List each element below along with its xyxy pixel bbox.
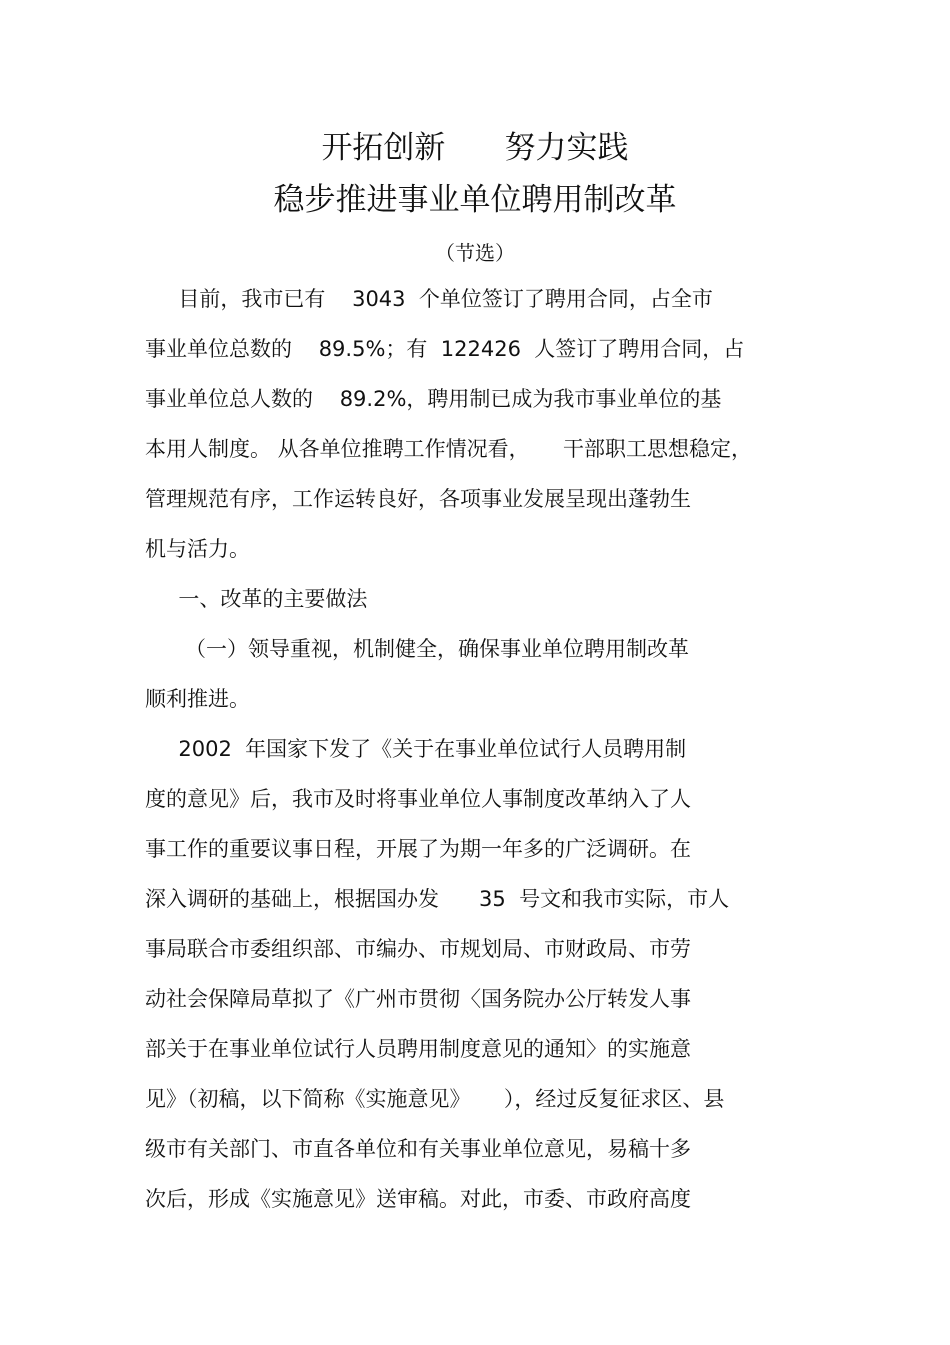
- body-line: 见》（初稿，以下简称《实施意见》 ），经过反复征求区、县: [145, 1087, 725, 1111]
- body-line: 顺利推进。: [145, 687, 250, 711]
- section-heading: 一、改革的主要做法: [145, 587, 368, 611]
- body-line: 机与活力。: [145, 537, 250, 561]
- title-line-2: 稳步推进事业单位聘用制改革: [273, 182, 677, 218]
- title-line-1: 开拓创新 努力实践: [321, 130, 629, 166]
- body-line: 事工作的重要议事日程，开展了为期一年多的广泛调研。在: [145, 837, 691, 861]
- body-line: 深入调研的基础上，根据国办发 35 号文和我市实际，市人: [145, 887, 730, 911]
- body-line: 次后，形成《实施意见》送审稿。对此，市委、市政府高度: [145, 1187, 691, 1211]
- body-line: 度的意见》后，我市及时将事业单位人事制度改革纳入了人: [145, 787, 691, 811]
- subsection-heading: （一）领导重视，机制健全，确保事业单位聘用制改革: [145, 637, 690, 661]
- body-line: 事局联合市委组织部、市编办、市规划局、市财政局、市劳: [145, 937, 691, 961]
- body-line: 目前，我市已有 3043 个单位签订了聘用合同，占全市: [145, 287, 713, 311]
- body-line: 2002 年国家下发了《关于在事业单位试行人员聘用制: [145, 737, 687, 761]
- subtitle: （节选）: [435, 241, 515, 265]
- body-line: 事业单位总数的 89.5%；有 122426 人签订了聘用合同，占: [145, 337, 745, 361]
- body-line: 动社会保障局草拟了《广州市贯彻〈国务院办公厅转发人事: [145, 987, 691, 1011]
- body-line: 管理规范有序，工作运转良好，各项事业发展呈现出蓬勃生: [145, 487, 691, 511]
- body-line: 本用人制度。 从各单位推聘工作情况看， 干部职工思想稳定，: [145, 437, 753, 461]
- body-line: 部关于在事业单位试行人员聘用制度意见的通知〉的实施意: [145, 1037, 691, 1061]
- body-line: 事业单位总人数的 89.2%，聘用制已成为我市事业单位的基: [145, 387, 722, 411]
- body-line: 级市有关部门、市直各单位和有关事业单位意见，易稿十多: [145, 1137, 691, 1161]
